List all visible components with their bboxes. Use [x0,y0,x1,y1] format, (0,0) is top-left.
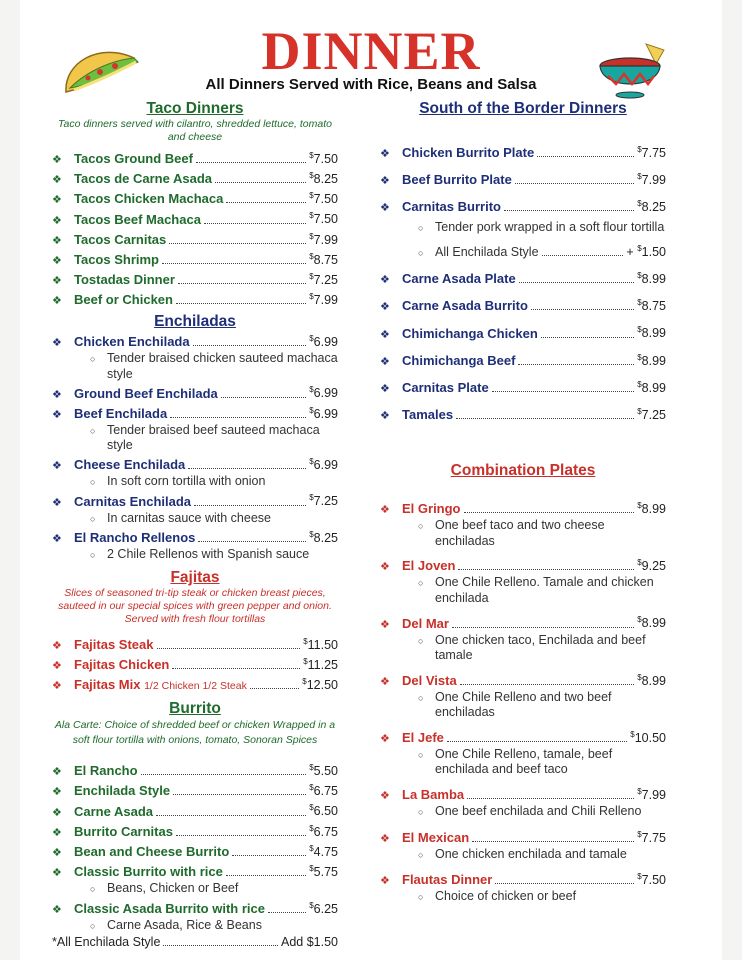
menu-item: ❖ Tostadas Dinner $7.25 [52,269,338,289]
diamond-bullet-icon: ❖ [52,295,62,308]
item-price: $6.99 [309,385,338,401]
item-note: One chicken enchilada and tamale [435,846,627,861]
dot-leader [226,202,306,203]
menu-list [52,148,338,309]
circle-bullet-icon: ○ [418,849,424,860]
section-description: Slices of seasoned tri-tip steak or chicken breast pieces, sauteed in our special spices with green pepper and onion. Served with fresh flour tortillas [58,586,332,625]
item-price: $7.99 [309,231,338,247]
diamond-bullet-icon: ❖ [380,504,390,517]
circle-bullet-icon: ○ [418,807,424,817]
diamond-bullet-icon: ❖ [52,660,62,672]
diamond-bullet-icon: ❖ [52,234,62,247]
dot-leader [141,774,307,775]
dot-leader [196,162,306,163]
item-price: $9.25 [637,558,666,574]
item-price: $8.75 [309,251,338,267]
dot-leader [531,309,634,310]
menu-item: ❖ Flautas Dinner $7.50 ○ Choice of chicken or beef [380,869,666,906]
menu-item: ❖ El Rancho $5.50 [52,760,338,780]
item-price: $10.50 [630,729,666,745]
menu-list [380,498,666,906]
item-price: $8.25 [309,530,338,546]
diamond-bullet-icon: ❖ [52,826,62,839]
dot-leader [460,684,635,685]
dot-leader [250,688,299,689]
menu-item: ❖ Fajitas Mix 1/2 Chicken 1/2 Steak $12.50 [52,674,338,694]
item-price: $11.50 [303,636,338,652]
dot-leader [495,883,634,884]
dot-leader [176,303,306,304]
item-price: $8.99 [637,271,666,287]
diamond-bullet-icon: ❖ [380,875,390,888]
menu-item: ❖ Tacos Ground Beef $7.50 [52,148,338,168]
section-heading: Fajitas [170,568,220,586]
circle-bullet-icon: ○ [418,223,424,234]
menu-item: ❖ Chicken Burrito Plate $7.75 [380,142,666,162]
item-note: One beef enchilada and Chili Relleno [435,804,642,818]
circle-bullet-icon: ○ [90,513,96,524]
item-price: $8.99 [637,352,666,368]
item-note: In carnitas sauce with cheese [107,510,271,525]
item-price: $7.50 [637,872,666,888]
left-column [52,100,338,950]
dot-leader [215,182,306,183]
circle-bullet-icon: ○ [90,425,96,436]
circle-bullet-icon: ○ [90,920,96,931]
menu-item: ❖ La Bamba $7.99 ○ One beef enchilada and Chili Relleno [380,784,666,821]
dot-leader [221,397,306,398]
south-border-section [380,100,666,424]
item-price: $6.75 [309,823,338,839]
item-price: $8.75 [637,298,666,314]
dot-leader [541,337,634,338]
menu-item: ❖ Tacos Beef Machaca $7.50 [52,208,338,228]
item-price: $7.99 [637,172,666,188]
dot-leader [162,263,306,264]
dot-leader [194,505,306,506]
menu-item: ❖ El Jefe $10.50 ○ One Chile Relleno, tamale, beef enchilada and beef taco [380,727,666,778]
dot-leader [456,418,634,419]
dot-leader [519,282,635,283]
diamond-bullet-icon: ❖ [52,337,62,350]
item-price: $4.75 [309,843,338,859]
menu-item: ❖ Tamales $7.25 [380,404,666,424]
dot-leader [188,468,306,469]
circle-bullet-icon: ○ [418,521,424,532]
menu-list [52,634,338,694]
menu-item: ❖ Del Mar $8.99 ○ One chicken taco, Enchilada and beef tamale [380,612,666,663]
diamond-bullet-icon: ❖ [52,680,62,693]
page-subtitle: All Dinners Served with Rice, Beans and Salsa [205,76,537,93]
diamond-bullet-icon: ❖ [380,561,390,574]
dot-leader [173,794,306,795]
dot-leader [452,627,634,628]
circle-bullet-icon: ○ [90,550,96,561]
combination-plates-section [380,462,666,906]
menu-item: ❖ Ground Beef Enchilada $6.99 [52,382,338,402]
item-price: $11.25 [303,656,338,672]
item-price: $7.25 [637,406,666,423]
dot-leader [458,569,634,570]
diamond-bullet-icon: ❖ [52,903,62,916]
diamond-bullet-icon: ❖ [52,867,62,880]
item-note: Carne Asada, Rice & Beans [107,917,262,932]
circle-bullet-icon: ○ [90,476,96,487]
item-note: Beans, Chicken or Beef [107,881,239,896]
dot-leader [518,364,634,365]
item-note: One beef taco and two cheese enchiladas [435,518,605,548]
dot-leader [515,183,634,184]
menu-item: ❖ Classic Burrito with rice $5.75 ○ Beans, Chicken or Beef [52,861,338,898]
section-heading: Combination Plates [450,462,596,480]
item-note: In soft corn tortilla with onion [107,473,266,488]
item-price: $7.99 [309,292,338,308]
diamond-bullet-icon: ❖ [52,275,62,288]
dot-leader [504,210,634,211]
diamond-bullet-icon: ❖ [380,832,390,845]
dot-leader [226,875,306,876]
item-price: $5.50 [309,763,338,779]
item-price: $8.25 [637,199,666,215]
item-price: $6.25 [309,900,338,916]
circle-bullet-icon: ○ [418,635,424,646]
menu-item: ❖ Carnitas Burrito $8.25 ○ Tender pork wrapped in a soft flour tortilla ○ All Enchilada Style + $1.50 [380,196,666,261]
menu-item: ❖ El Joven $9.25 ○ One Chile Relleno. Tamale and chicken enchilada [380,555,666,606]
diamond-bullet-icon: ❖ [380,175,390,188]
dot-leader [178,283,306,284]
item-price: $7.99 [637,786,666,802]
item-price: $5.75 [309,863,338,880]
menu-item: ❖ Cheese Enchilada $6.99 ○ In soft corn tortilla with onion [52,454,338,491]
menu-item: ❖ Carne Asada Burrito $8.75 [380,295,666,315]
diamond-bullet-icon: ❖ [52,533,62,546]
item-price: $12.50 [302,677,338,693]
section-description: Ala Carte: Choice of shredded beef or chicken Wrapped in a soft flour tortilla with onions, tomato, Sonoran Spices [54,719,336,747]
item-price: $7.75 [637,829,666,845]
dot-leader [172,668,300,669]
menu-item: ❖ El Mexican $7.75 ○ One chicken enchilada and tamale [380,827,666,864]
circle-bullet-icon: ○ [418,892,424,903]
diamond-bullet-icon: ❖ [380,202,390,215]
dot-leader [492,391,635,392]
diamond-bullet-icon: ❖ [380,328,390,341]
diamond-bullet-icon: ❖ [52,408,62,421]
item-price: $6.99 [309,405,338,421]
taco-dinners-section [52,100,338,309]
dot-leader [232,855,306,856]
item-note: One Chile Relleno and two beef enchiladas [435,689,612,720]
item-note: Tender braised chicken sauteed machaca style [107,351,338,381]
dot-leader [157,648,301,649]
enchilada-style-footnote: *All Enchilada Style Add $1.50 [52,935,338,950]
section-heading: Taco Dinners [146,100,244,117]
menu-list [380,142,666,424]
option-price: + $1.50 [626,243,666,260]
item-price: $7.50 [309,191,338,207]
menu-item: ❖ Tacos Chicken Machaca $7.50 [52,188,338,208]
section-heading: Enchiladas [154,313,236,331]
dot-leader [472,841,634,842]
item-price: $8.99 [637,501,666,517]
menu-item: ❖ Carnitas Enchilada $7.25 ○ In carnitas sauce with cheese [52,490,338,527]
enchiladas-section [52,313,338,563]
item-note: 2 Chile Rellenos with Spanish sauce [107,547,310,562]
section-heading: Burrito [169,700,221,718]
diamond-bullet-icon: ❖ [52,639,62,652]
item-price: $8.99 [637,615,666,631]
menu-item: ❖ Tacos de Carne Asada $8.25 [52,168,338,188]
menu-item: ❖ Fajitas Steak $11.50 [52,634,338,654]
dot-leader [170,417,306,418]
circle-bullet-icon: ○ [90,354,96,365]
right-column [380,100,666,912]
diamond-bullet-icon: ❖ [52,194,62,207]
page-title: DINNER [261,21,481,81]
option-label: All Enchilada Style [435,245,539,260]
menu-item: ❖ Tacos Shrimp $8.75 [52,249,338,269]
menu-item: ❖ Tacos Carnitas $7.99 [52,229,338,249]
dot-leader [467,798,634,799]
item-extra: 1/2 Chicken 1/2 Steak [144,680,247,693]
item-price: $8.99 [637,379,666,395]
burrito-section [52,700,338,950]
menu-list [52,760,338,934]
diamond-bullet-icon: ❖ [380,148,390,161]
menu-item: ❖ Classic Asada Burrito with rice $6.25 ○ Carne Asada, Rice & Beans [52,898,338,935]
item-price: $7.25 [309,271,338,288]
item-price: $8.99 [637,672,666,688]
section-description: Taco dinners served with cilantro, shredded lettuce, tomato and cheese [58,118,332,143]
diamond-bullet-icon: ❖ [52,459,62,472]
dot-leader [268,912,306,913]
dot-leader [464,512,635,513]
fajitas-section [52,569,338,694]
item-note: One Chile Relleno. Tamale and chicken enchilada [435,575,654,605]
circle-bullet-icon: ○ [90,884,96,895]
item-price: $8.25 [309,171,338,187]
menu-item: ❖ El Rancho Rellenos $8.25 ○ 2 Chile Rellenos with Spanish sauce [52,527,338,564]
diamond-bullet-icon: ❖ [52,254,62,267]
diamond-bullet-icon: ❖ [380,274,390,287]
diamond-bullet-icon: ❖ [380,301,390,314]
diamond-bullet-icon: ❖ [380,675,390,688]
item-note: One Chile Relleno, tamale, beef enchilada and beef taco [435,746,613,777]
section-heading: South of the Border Dinners [419,100,627,117]
circle-bullet-icon: ○ [418,749,424,760]
diamond-bullet-icon: ❖ [52,846,62,859]
menu-item: ❖ Carne Asada Plate $8.99 [380,268,666,288]
item-price: $7.50 [309,151,338,167]
dot-leader [169,243,306,244]
circle-bullet-icon: ○ [418,578,424,589]
menu-item: ❖ El Gringo $8.99 ○ One beef taco and two cheese enchiladas [380,498,666,549]
diamond-bullet-icon: ❖ [52,806,62,819]
menu-item: ❖ Carnitas Plate $8.99 [380,377,666,397]
item-price: $8.99 [637,325,666,341]
diamond-bullet-icon: ❖ [52,388,62,401]
menu-item: ❖ Chimichanga Chicken $8.99 [380,322,666,342]
dot-leader [537,156,634,157]
menu-item: ❖ Beef or Chicken $7.99 [52,289,338,309]
item-note: Tender pork wrapped in a soft flour tortilla [435,220,665,235]
diamond-bullet-icon: ❖ [52,214,62,227]
diamond-bullet-icon: ❖ [380,618,390,631]
dot-leader [204,223,306,224]
menu-list [52,331,338,563]
dot-leader [156,815,306,816]
diamond-bullet-icon: ❖ [52,496,62,509]
dot-leader [198,541,306,542]
dot-leader [176,835,306,836]
dot-leader [193,345,307,346]
diamond-bullet-icon: ❖ [380,790,390,802]
menu-item: ❖ Fajitas Chicken $11.25 [52,654,338,674]
item-price: $6.99 [309,334,338,350]
item-price: $7.75 [637,145,666,161]
item-price: $7.25 [309,493,338,509]
diamond-bullet-icon: ❖ [380,410,390,423]
menu-item: ❖ Burrito Carnitas $6.75 [52,821,338,841]
item-price: $6.75 [309,783,338,799]
circle-bullet-icon: ○ [418,248,424,259]
dot-leader [163,945,278,946]
dot-leader [542,255,624,256]
diamond-bullet-icon: ❖ [52,786,62,799]
menu-item: ❖ Bean and Cheese Burrito $4.75 [52,841,338,861]
menu-item: ❖ Chicken Enchilada $6.99 ○ Tender braised chicken sauteed machaca style [52,331,338,382]
item-price: $7.50 [309,211,338,227]
menu-item: ❖ Carne Asada $6.50 [52,800,338,820]
dot-leader [447,741,627,742]
menu-item: ❖ Beef Burrito Plate $7.99 [380,169,666,189]
diamond-bullet-icon: ❖ [52,154,62,167]
diamond-bullet-icon: ❖ [380,732,390,745]
menu-item: ❖ Chimichanga Beef $8.99 [380,350,666,370]
menu-item: ❖ Del Vista $8.99 ○ One Chile Relleno and two beef enchiladas [380,670,666,721]
diamond-bullet-icon: ❖ [380,382,390,395]
circle-bullet-icon: ○ [418,692,424,703]
item-note: One chicken taco, Enchilada and beef tamale [435,632,646,663]
menu-item: ❖ Beef Enchilada $6.99 ○ Tender braised beef sauteed machaca style [52,403,338,454]
item-note: Choice of chicken or beef [435,889,577,904]
item-price: $6.99 [309,456,338,472]
diamond-bullet-icon: ❖ [380,355,390,368]
menu-item: ❖ Enchilada Style $6.75 [52,780,338,800]
item-price: $6.50 [309,803,338,819]
item-note: Tender braised beef sauteed machaca style [107,422,320,453]
diamond-bullet-icon: ❖ [52,174,62,187]
diamond-bullet-icon: ❖ [52,766,62,779]
